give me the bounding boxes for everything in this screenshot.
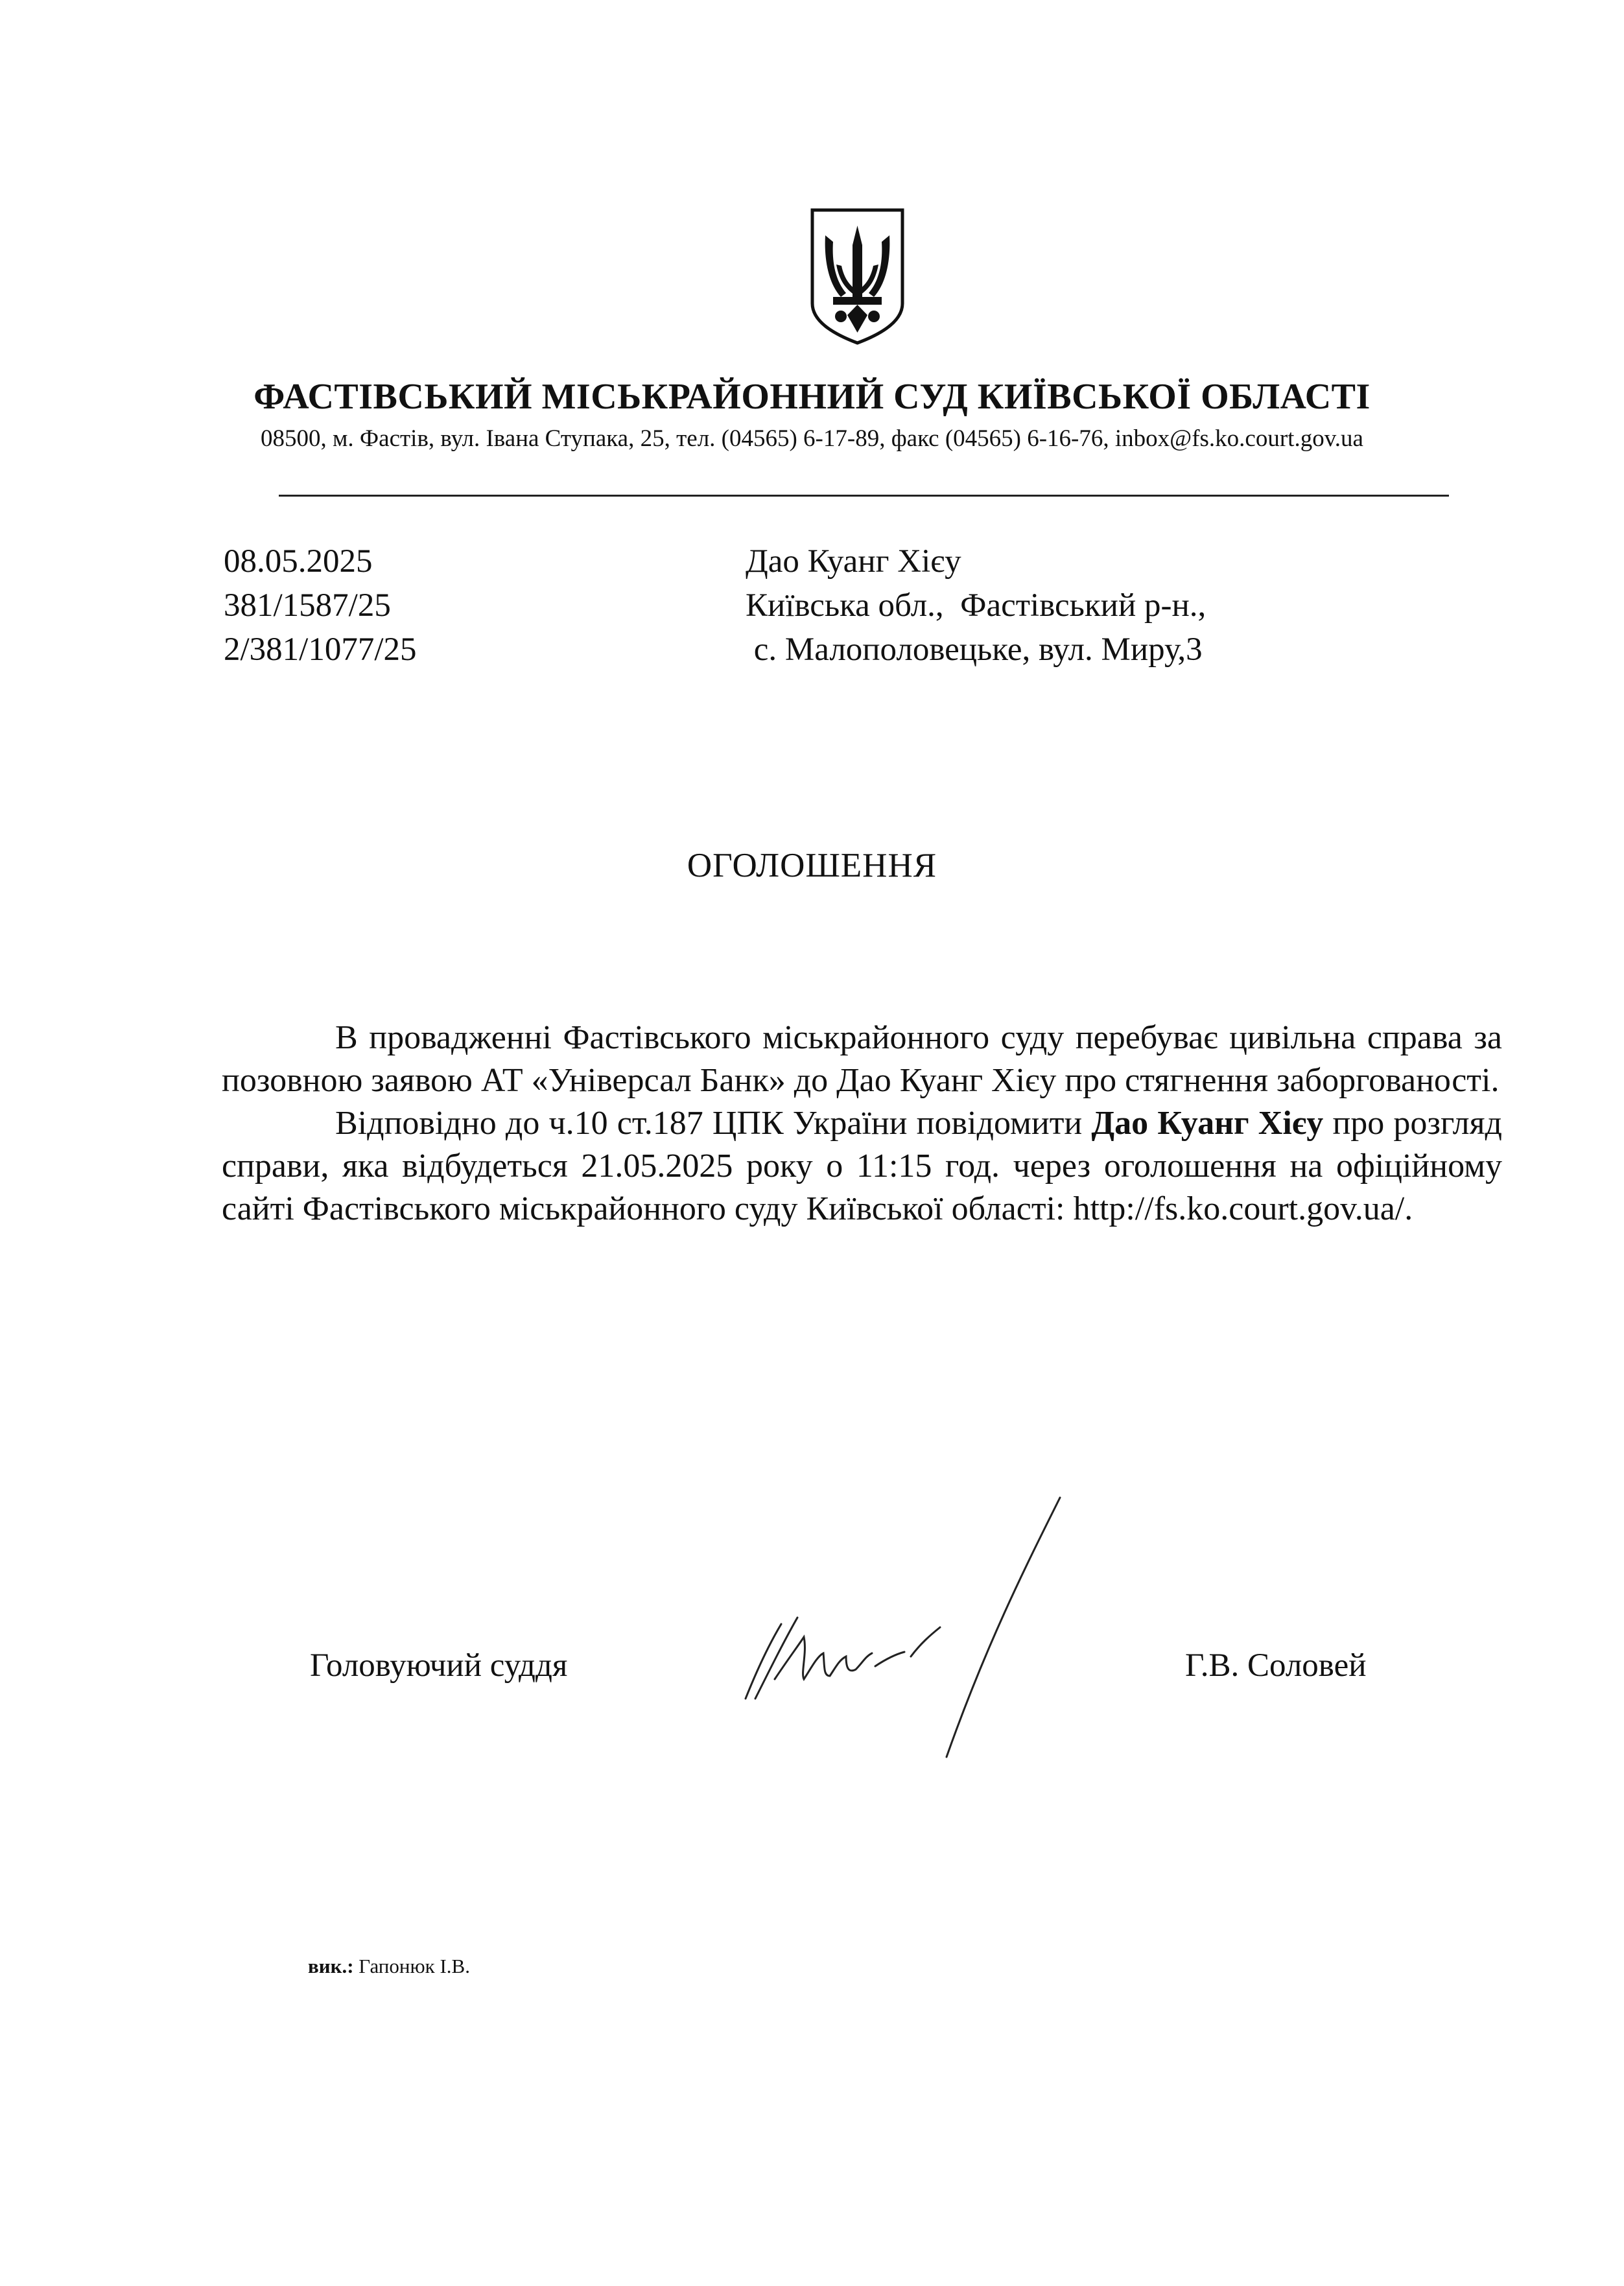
recipient-address-line1: Київська обл., Фастівський р-н., bbox=[746, 587, 1206, 624]
case-number: 2/381/1077/25 bbox=[224, 631, 417, 668]
paragraph-notification-start: Відповідно до ч.10 ст.187 ЦПК України повідомити bbox=[335, 1105, 1092, 1142]
header-divider bbox=[279, 495, 1449, 497]
recipient-address-line2: с. Малополовецьке, вул. Миру,3 bbox=[746, 631, 1203, 668]
paragraph-notification bbox=[222, 1102, 1502, 1231]
paragraph-proceedings: В провадженні Фастівського міськрайонного суду перебуває цивільна справа за позовною заявою АТ «Універсал Банк» до Дао Куанг Хієу про стягнення заборгованості. bbox=[222, 1019, 1502, 1099]
executor-label: вик.: bbox=[308, 1955, 354, 1977]
executor bbox=[308, 1955, 470, 1978]
document-body bbox=[222, 1017, 1502, 1231]
document-meta bbox=[224, 539, 417, 672]
document-heading: ОГОЛОШЕННЯ bbox=[687, 847, 937, 884]
handwritten-signature bbox=[700, 1485, 1089, 1763]
court-contacts: 08500, м. Фастів, вул. Івана Ступака, 25, тел. (04565) 6-17-89, факс (04565) 6-16-76, inbox@fs.ko.court.gov.ua bbox=[261, 425, 1363, 452]
signer-name: Г.В. Соловей bbox=[1185, 1647, 1367, 1684]
recipient-name: Дао Куанг Хієу bbox=[746, 543, 961, 580]
executor-name: Гапонюк І.В. bbox=[353, 1955, 470, 1977]
trident-icon bbox=[807, 206, 908, 346]
defendant-name: Дао Куанг Хієу bbox=[1091, 1105, 1324, 1142]
outgoing-number: 381/1587/25 bbox=[224, 587, 391, 624]
recipient-block bbox=[746, 539, 1206, 672]
document-date: 08.05.2025 bbox=[224, 543, 373, 580]
signer-role: Головуючий суддя bbox=[310, 1647, 568, 1684]
court-name: ФАСТІВСЬКИЙ МІСЬКРАЙОННИЙ СУД КИЇВСЬКОЇ ОБЛАСТІ bbox=[253, 377, 1371, 417]
paragraph-notification-end: про розгляд справи, яка відбудеться 21.05.2025 року о 11:15 год. через оголошення на офіційному сайті Фастівського міськрайонного суду Київської області: http://fs.ko.court.gov.ua/. bbox=[222, 1105, 1502, 1227]
